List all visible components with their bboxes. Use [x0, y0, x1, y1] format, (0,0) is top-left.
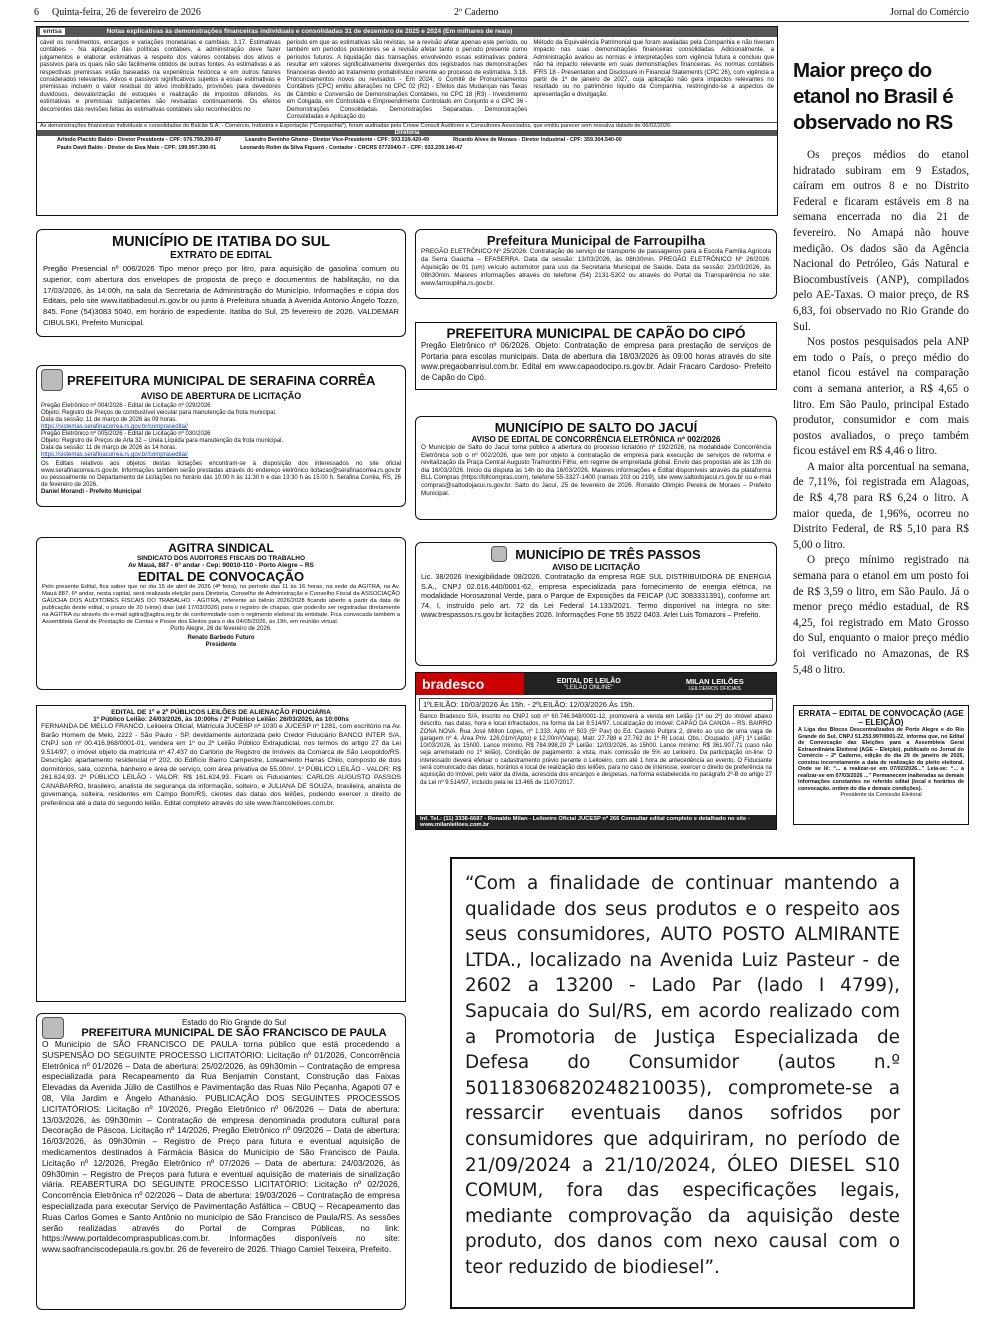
salto-text: O Município de Salto do Jacuí torna público a abertura do processo licitatório nº 192/2026, na modalidade Concorrência Eletrônica sob o nº 002/2026, que tem por objeto a contratação de empresa para execução de serviços de reforma e revitalização da Praça Central Augusto Tramontini Filho, em regime de empreitada global. Envio das propostas até às 13h do dia 16/03/2026. Início da disputa às 14h do dia 16/03/2026. Maiores informações e Edital disponíveis através da plataforma BLL Compras (https://bllcompras.com), telefone 55-3327-1400 (ramais 203 ou 219), site www.saltodojacui.rs.gov.br ou e-mail compras@saltodojacui.rs.gov.br. Salto do Jacuí, 25 de fevereiro de 2026. Ronaldo Olimpio Pereira de Moraes – Prefeito Municipal. [421, 444, 771, 497]
agitra-text: Pelo presente Edital, fica saber que no dia 15 de abril de 2026 (4ª feira), no período das 11 às 16 horas, na sede da AGITRA, na Av. Mauá 887, 6º andar, nesta capital, será realizada eleição para Diretoria, Conselho de Administração e Conselho Fiscal da ASSOCIAÇÃO GAÚCHA DOS AUDITORES FISCAIS DO TRABALHO - AGITRA, referente ao biênio 2026/2028 ficando aberto a partir da data de publicação deste edital, o prazo de 20 (vinte) dias (até 17/03/2026) para o registro de chapas, que poderão ser registradas diretamente na AGITRA ou através do e-mail agitra@agitra.org.br de conformidade com o regimento eleitoral da entidade. Fica convocada também a Assembleia Geral de Prestação de Contas e Posse dos Eleitos para o dia 04/05/2026, às 19h, em reunião virtual. [42, 584, 400, 625]
serafina-link[interactable]: https://sistemas.serafinacorrea.rs.gov.br/compraseditai/ [41, 452, 188, 458]
page-number: 6 [34, 7, 39, 18]
edital-subtitle: "LEILÃO ONLINE" [564, 684, 614, 691]
section-name: 2º Caderno [454, 7, 499, 18]
agitra-subtitle: SINDICATO DOS AUDITORES FISCAIS DO TRABALHO [136, 555, 306, 562]
serafina-line: Objeto: Registro de Preços de combustível veicular para manutenção da frota municipal. [41, 410, 277, 416]
municipal-crest-icon [42, 1017, 64, 1039]
errata-notice [793, 705, 969, 825]
itatiba-subtitle: EXTRATO DE EDITAL [170, 250, 272, 261]
auctioneer-subtitle: LEILOEIROS OFICIAIS [688, 685, 742, 692]
serafina-line: Data da sessão: 11 de março de 2026 às 09 horas. [41, 417, 177, 423]
errata-signer: Presidente da Comissão Eleitoral [840, 792, 922, 798]
itatiba-notice [36, 229, 406, 337]
farroupilha-title: Prefeitura Municipal de Farroupilha [486, 233, 706, 248]
agitra-heading: EDITAL DE CONVOCAÇÃO [137, 569, 305, 584]
sfp-title: PREFEITURA MUNICIPAL DE SÃO FRANCISCO DE PAULA [81, 1026, 387, 1039]
board-member: Ricardo Alves de Moraes - Diretor Industrial - CPF: 359.304.540-00 [453, 136, 622, 143]
itatiba-text: Pregão Presencial nº 006/2026 Tipo menor preço por litro, para aquisição de gasolina comum ou superior, com abertura dos envelopes de proposta de preço e documentos de habilitação, no dia 17/03/2026, às 14:00h, na sala da Secretaria de Administração do Município. Informações e cópia dos Editais, pelo site www.itatibadosul.rs.gov.br ou junto à Prefeitura situada à Avenida Antonio Ângelo Tozzo, 845. Fone (54)3083 5040, em horário de expediente. Itatiba do Sul, 25 fevereiro de 2026. VALDEMAR CIBULSKI, Prefeito Municipal. [43, 264, 399, 327]
serafina-line: Objeto: Registro de Preços de Arla 32 – Ureia Líquida para manutenção da frota municipal. [41, 438, 284, 444]
agitra-notice [36, 537, 406, 690]
serafina-line: Pregão Eletrônico nº 004/2026 - Edital de Licitação nº 029/2026 [41, 403, 211, 409]
auction-dates: 1ºLEILÃO: 10/03/2026 Às 15h. - 2ºLEILÃO: 12/03/2026 Às 15h. [419, 698, 773, 711]
sao-francisco-notice [36, 1013, 406, 1310]
errata-text: A Liga dos Blocos Descentralizados de Porto Alegre e do Rio Grande do Sul, CNPJ 51.253.997/0001-22, informa que, no Edital de Convocação das Eleições para a Assembleia Geral Extraordinária Eleitoral (AGE – Eleição), publicado no Jornal do Comércio – 2º Caderno, edição do dia 29 de janeiro de 2026, constou incorretamente a data de realização do pleito eleitoral. Onde se lê: “... a realizar-se em 07/02/2026...” Leia-se: “... a realizar-se em 07/03/2026 ...” Permanecem inalteradas as demais informações constantes no referido edital (local e horários de convocação, ordem do dia e demais condições). [798, 727, 964, 792]
agitra-title: AGITRA SINDICAL [168, 541, 274, 555]
agitra-role: Presidente [205, 641, 237, 648]
errata-title: ERRATA – EDITAL DE CONVOCAÇÃO (AGE – ELEIÇÃO) [798, 709, 964, 727]
article-paragraph: Nos postos pesquisados pela ANP em todo o País, o preço médio do etanol ficou estável na comparação com a semana anterior, a R$ 4,65 o litro. Em São Paulo, principal Estado produtor, consumidor e com mais postos avaliados, o preço também ficou estável em R$ 4,46 o litro. [793, 336, 969, 458]
tres-passos-notice [415, 542, 777, 666]
municipal-crest-icon [41, 369, 63, 391]
salto-notice [415, 416, 777, 520]
board-heading: Diretoria [37, 130, 777, 136]
notes-title: Notas explicativas às demonstrações financeiras individuais e consolidadas 31 de dezembro de 2025 e 2024 (Em milhares de reais) [106, 28, 513, 35]
notes-column-1: cável os rendimentos, encargos e variações monetárias e cambiais. 3.17. Estimativas contábeis - Na aplicação das políticas contábeis, a administração deve fazer julgamentos e elaborar estimativas a respeito dos valores contábeis dos ativos e passivos para os quais não são facilmente obtidos de outras fontes. As estimativas e as respectivas premissas estão baseadas na experiência histórica e em outros fatores considerados relevantes. Ativos e passivos significativos sujeitos a essas estimativas e premissas incluem o valor residual do ativo imobilizado, provisões para devedores duvidosos, desvalorização de estoques e realização de impostos diferidos. As estimativas e premissas subjacentes são revisadas continuamente. Os efeitos decorrentes das revisões feitas às estimativas contábeis são reconhecidos no [40, 39, 281, 113]
serafina-line: Data da sessão: 11 de março de 2026 às 14 horas. [41, 445, 177, 451]
sfp-text: O Município de SÃO FRANCISCO DE PAULA torna público que está procedendo a SUSPENSÃO DO SEGUINTE PROCESSO LICITATÓRIO: Licitação nº 01/2026, Concorrência Eletrônica nº 01/2026 – Data de abertura: 25/02/2026, às 09h30min – Contratação de empresa especializada para Recapeamento da Rua Benjamin Constant, Construção das Faixas Elevadas da Avenida Júlio de Castilhos e Pavimentação das Ruas Nilo Peçanha, Agapoti 07 e 08, Vila Jardim e Ângelo Athanásio. PUBLICAÇÃO DOS SEGUINTES PROCESSOS LICITATÓRIOS: Licitação nº 10/2026, Pregão Eletrônico nº 06/2026 – Data de abertura: 13/03/2026, às 09h30min – Contratação de empresa denominada produtora cultural para Decoração de Páscoa. Licitação nº 14/2026, Pregão Eletrônico nº 09/2026 – Data de abertura: 16/03/2026, às 09h30min – Registro de Preço para futura e eventual aquisição de medicamentos destinados à Farmácia Básica do Município de São Francisco de Paula. Licitação nº 12/2026, Pregão Eletrônico nº 07/2026 – Data de abertura: 24/03/2026, às 09h30min – Registro de Preços para futura e eventual aquisição de materiais de sinalização viária. REABERTURA DO SEGUINTE PROCESSO LICITATÓRIO: Licitação nº 02/2026, Concorrência Eletrônica nº 02/2026 – Data de abertura: 19/03/2026 – Contratação de empresa especializada para executar Serviço de Pavimentação Asfáltica – CBUQ – Recapeamento das Ruas Carlos Gomes e Santo Antônio no município de São Francisco de Paula/RS. As sessões serão realizadas através do Portal de Compras Públicas, no link: https://www.portaldecompraspublicas.com.br. Informações disponíveis no site: www.saofranciscodepaula.rs.gov.br. 26 de fevereiro de 2026. Thiago Camiel Teixeira, Prefeito. [42, 1039, 400, 1255]
page-header [34, 4, 969, 22]
tres-passos-subtitle: AVISO DE LICITAÇÃO [552, 562, 640, 572]
serafina-signature: Daniel Morandi - Prefeito Municipal [41, 489, 142, 495]
serafina-link[interactable]: https://sistemas.serafinacorrea.rs.gov.br/compraseditai/ [41, 424, 188, 430]
municipal-crest-icon [491, 546, 507, 562]
board-member: Arlindo Placido Baldo - Diretor Presidente - CPF: 076.799.200-87 [57, 136, 222, 143]
tres-passos-text: Lic. 38/2026 Inexigibilidade 08/2026. Contratação da empresa RGE SUL DISTRIBUIDORA DE ENERGIA S.A., CNPJ 02.016.440/0001-62, empresa especializada para fornecimento de energia elétrica, na modalidade Horosazonal Verde, para o Parque de Exposições da FEICAP (UC 3083331391), conforme art. 74, I, instruído pelo art. 72 da Lei Federal 14.133/2021. Termo disponível na íntegra no site: www.trespassos.rs.gov.br licitações 2026. Informações Fone 55 3522 0403. Arlei Luis Tomazoni – Prefeito. [421, 572, 771, 620]
serafina-subtitle: AVISO DE ABERTURA DE LICITAÇÃO [140, 391, 302, 401]
agitra-signer: Renato Barbedo Futuro [187, 635, 255, 642]
financial-notes-notice [36, 26, 778, 216]
etanol-article [793, 58, 969, 688]
fiduciary-dates: 1º Público Leilão: 24/03/2026, às 10:00hs / 2º Público Leilão: 26/03/2026, às 10:00hs [93, 716, 349, 723]
serafina-closing: Os Editais relativos aos objetos destas licitações encontram-se à disposição dos interessados no site oficial www.serafinacorrea.rs.gov.br. Informações também serão prestadas através do endereço eletrônico licitacao@serafinacorrea.rs.gov.br ou pessoalmente no Departamento de Licitações no horário das 10:00 h às 11:30 h e das 13:30 h às 15:00 h. Serafina Corrêa, RS, 26 de fevereiro de 2026. [41, 461, 401, 488]
bradesco-auction-notice [415, 672, 777, 830]
salto-title: MUNICÍPIO DE SALTO DO JACUÍ [494, 420, 698, 435]
bradesco-footer: Inf. Tel.: (11) 3336-6687 - Ronaldo Milan - Leiloeiro Oficial JUCESP nº 266 Consultar edital completo e detalhado no site - www.milanleiloes.com.br [416, 815, 776, 829]
capao-notice [415, 322, 777, 390]
article-paragraph: Os preços médios do etanol hidratado subiram em 9 Estados, caíram em outros 8 e no Distrito Federal e ficaram estáveis em 8 na semana encerrada no dia 21 de fevereiro. No Amapá não houve medição. Os dados são da Agência Nacional do Petróleo, Gás Natural e Biocombustíveis (ANP), compilados pelo AE-Taxas. O maior preço, de R$ 6,83, foi observado no Rio Grande do Sul. [793, 149, 969, 333]
article-paragraph: A maior alta porcentual na semana, de 7,11%, foi registrada em Alagoas, de R$ 4,78 para R$ 6,24 o litro. A maior queda, de 1,96%, ocorreu no Distrito Federal, de R$ 5,10 para R$ 5,00 o litro. [793, 460, 969, 551]
farroupilha-text: PREGÃO ELETRÔNICO Nº 25/2026: Contratação de serviço de transporte de passageiros para a Escola Família Agrícola da Serra Gaúcha – EFASERRA. Data da sessão: 13/03/2026, às 08h30min. PREGÃO ELETRÔNICO Nº 26/2026: Aquisição de 01 (um) veículo automotor para uso da Secretaria Municipal de Saúde. Data da sessão: 23/03/2026, às 08h30min. Maiores informações através do telefone (54) 2131-5302 ou através do Portal da Transparência no site: www.farroupilha.rs.gov.br. [421, 248, 771, 287]
auctioneer-name: MILAN LEILÕES [685, 676, 744, 686]
sfp-state: Estado do Rio Grande do Sul [181, 1017, 287, 1027]
board-member: Leandro Beninho Gheno - Diretor Vice-Presidente - CPF: 503.539.420-49 [245, 136, 430, 143]
fiduciary-auction-notice [36, 705, 406, 1002]
capao-text: Pregão Eletrônico nº 06/2026. Objeto: Contratação de empresa para prestação de serviços de Portaria para escolas municipais. Data de abertura dia 18/03/2026 às 09:00 horas através do site www.pregaobanrisul.com.br. Edital em www.capaodocipo.rs.gov.br. Adair Fracaro Cardoso- Prefeito de Capão do Cipó. [421, 341, 771, 382]
farroupilha-notice [415, 229, 777, 299]
serafina-line: Pregão Eletrônico nº 005/2026 - Edital de Licitação nº 030/2026 [41, 431, 211, 437]
fiduciary-title: EDITAL DE 1º e 2º PÚBLICOS LEILÕES DE ALIENAÇÃO FIDUCIÁRIA [111, 709, 331, 716]
audit-statement: As demonstrações financeiras individuais e consolidadas do Balcão S.A. - Comércio, Indústria e Exportação ("Companhia"), foram auditadas pela Crowe Consult Auditores e Consultores Associados, que emitiu parecer sem ressalva datado de 06/02/2026. [37, 122, 777, 129]
serafina-notice [36, 365, 406, 507]
page-date: Quinta-feira, 26 de fevereiro de 2026 [52, 7, 201, 18]
agitra-place-date: Porto Alegre, 26 de fevereiro de 2026. [170, 626, 272, 632]
itatiba-title: MUNICÍPIO DE ITATIBA DO SUL [111, 234, 331, 250]
agitra-address: Av Mauá, 887 - 6º andar - Cep: 90010-110 - Porto Alegre – RS [128, 562, 314, 569]
capao-title: PREFEITURA MUNICIPAL DE CAPÃO DO CIPÓ [446, 326, 746, 341]
serafina-title: PREFEITURA MUNICIPAL DE SERAFINA CORRÊA [67, 372, 376, 388]
board-member: Paulo Davit Baldo - Diretor de Eiva Mate - CPF: 199.997.390-91 [57, 144, 217, 151]
edital-title: EDITAL DE LEILÃO [556, 677, 621, 685]
consumer-agreement-quote [450, 857, 915, 1309]
company-logo: emtsa [40, 28, 65, 35]
salto-subtitle: AVISO DE EDITAL DE CONCORRÊNCIA ELETRÔNICA nº 002/2026 [471, 435, 721, 444]
bradesco-logo: bradesco [416, 673, 524, 695]
article-paragraph: O preço mínimo registrado na semana para o etanol em um posto foi de R$ 3,59 o litro, em São Paulo. Já o menor preço médio estadual, de R$ 4,25, foi registrado em Mato Grosso do Sul, enquanto o maior preço médio foi verificado no Amazonas, de R$ 5,48 o litro. [793, 554, 969, 676]
tres-passos-title: MUNICÍPIO DE TRÊS PASSOS [515, 546, 701, 562]
article-headline: Maior preço do etanol no Brasil é observado no RS [793, 59, 954, 134]
board-member: Leonardo Rolim da Silva Figueró - Contador - CRCRS 077204/0-7 - CPF: 033.239.140-47 [240, 144, 463, 151]
quote-text: “Com a finalidade de continuar mantendo a qualidade dos seus produtos e o respeito aos seus consumidores, AUTO POSTO ALMIRANTE LTDA., localizado na Avenida Luiz Pasteur - de 2602 a 13200 - Lado Par (lado I 4799), Sapucaia do Sul/RS, em acordo realizado com a Promotoria de Justiça Especializada de Defesa do Consumidor (autos n.º 50118306820248210035), compromete-se a ressarcir eventuais danos sofridos por consumidores que adquiriram, no período de 21/09/2024 a 21/10/2024, ÓLEO DIESEL S10 COMUM, fora das especificações legais, mediante comprovação da aquisição deste produto, dos danos com nexo causal com o teor reduzido de biodiesel”. [465, 873, 900, 1278]
fiduciary-text: FERNANDA DE MELLO FRANCO, Leiloeira Oficial, Matrícula JUCESP nº 1030 e JUCESP nº 1281, com escritório na Av. Barão Homem de Melo, 2222 - São Paulo - SP, devidamente autorizada pelo Credor Fiduciário BANCO INTER S/A, CNPJ sob nº 00.416.968/0001-01, vendera em 1º ou 2º Leilão Público Extrajudicial, nos termos do artigo 27 da Lei 9.514/97, o imóvel objeto da matrícula nº 47.437 do Cartório de Registro de Imóveis da Comarca de São Leopoldo/RS. Descrição: apartamento residencial nº 202, do Edifício Bairro Campestre, Loteamento Harras Chilo, composto de dois dormitórios, sala, cozinha, banheiro e área de serviço, com área privativa de 55,00m². 1º PÚBLICO LEILÃO - VALOR: R$ 261.624,93. 2º PÚBLICO LEILÃO - VALOR: R$ 161.624,93. Ficam os Fiduciantes: CARLOS AUGUSTO PASSOS CANABARRO, brasileiro, analista de segurança da informação, solteiro, e JULIANA DE SOUZA, brasileira, analista de governança, solteira, residentes em Campo Bom/RS, cientes das datas dos leilões, podendo exercer o direito de preferência até a data do segundo leilão. Edital completo através do site www.francoleiloes.com.br. [41, 723, 401, 807]
newspaper-name: Jornal do Comércio [890, 7, 969, 18]
notes-column-3: Método da Equivalência Patrimonial que foram avaliadas pela Companhia e não tiveram impacto nas suas demonstrações financeiras consolidadas. Adicionalmente, a Administração avaliou as normas e interpretações com vigência futura e concluiu que não há impacto relevante em suas demonstrações financeiras. As normas contábeis IFRS 18 - Presentation and Disclosure in Financial Statements (CPC 26), com vigência a partir de 1º de janeiro de 2027, cuja aplicação não gera impactos relevantes no resultado ou no patrimônio líquido da Companhia, restringindo-se a aspectos de apresentação e divulgação. [533, 39, 775, 98]
notes-column-2: período em que as estimativas são revistas, se a revisão afetar apenas este período, ou também em períodos posteriores se a revisão afetar tanto o período presente como períodos futuros. A liquidação das transações envolvendo essas estimativas poderá resultar em valores significativamente divergentes dos registrados nas demonstrações financeiras devido ao tratamento probabilístico inerente ao processo de estimativa. 3.18. Pronunciamentos novos ou revisados - Em 2024, o Comitê de Pronunciamentos Contábeis (CPC) emitiu alterações no CPC 02 (R2) - Efeitos das Mudanças nas Taxas de Câmbio e Conversão de Demonstrações Contábeis, no CPC 18 (R3) - Investimento em Coligada, em Controlada e Empreendimento Controlado em Conjunto e o CPC 36 - Demonstrações Consolidadas. Demonstrações Separadas. Demonstrações Consolidadas e Aplicação do [286, 39, 528, 121]
bradesco-text: Banco Bradesco S/A, inscrito no CNPJ sob nº 60.746.948/0001-12, promoverá a venda em Leilão (1º ou 2º) do imóvel abaixo descrito, nas datas, hora e local infracitados, na forma da Lei 9.514/97. Localização do imóvel: CAPÃO DA CANOA – RS. BAIRRO ZONA NOVA. Rua José Milton Lopes, nº 1.333. Apto nº 503 (5º Pav) do Ed. Castelo Putipra 2, direito ao uso de uma vaga de garagem nº 4. Área Priv. 126,01m²(Apto) e 12,00m²(Vaga). Matr. 27.788 e 27.762 do 1º RI Local. Obs.: Ocupado. (AF) 1º Leilão: 10/03/2026, às 15h00. Lance mínimo: R$ 784.998,20 2º Leilão: 12/03/2026, às 15h00. Lance mínimo: R$ 361.907,71 (caso não seja arrematado no 1º leilão). Condição de pagamento: à vista, mais comissão de 5% ao Leiloeiro. Da participação on-line: O interessado deverá efetuar o cadastramento prévio perante o Leiloeiro, com até 1 hora de antecedência ao evento. O Fiduciante será comunicado das datas, horários e local de realização dos leilões, para no caso de interesse, exercer o direito de preferência na aquisição do imóvel, pelo valor da dívida, acrescida dos encargos e despesas, na forma estabelecida no parágrafo 2º-B do artigo 27 da Lei nº 9.514/97, incluído pela lei 13.465 de 11/07/2017. [420, 714, 772, 786]
